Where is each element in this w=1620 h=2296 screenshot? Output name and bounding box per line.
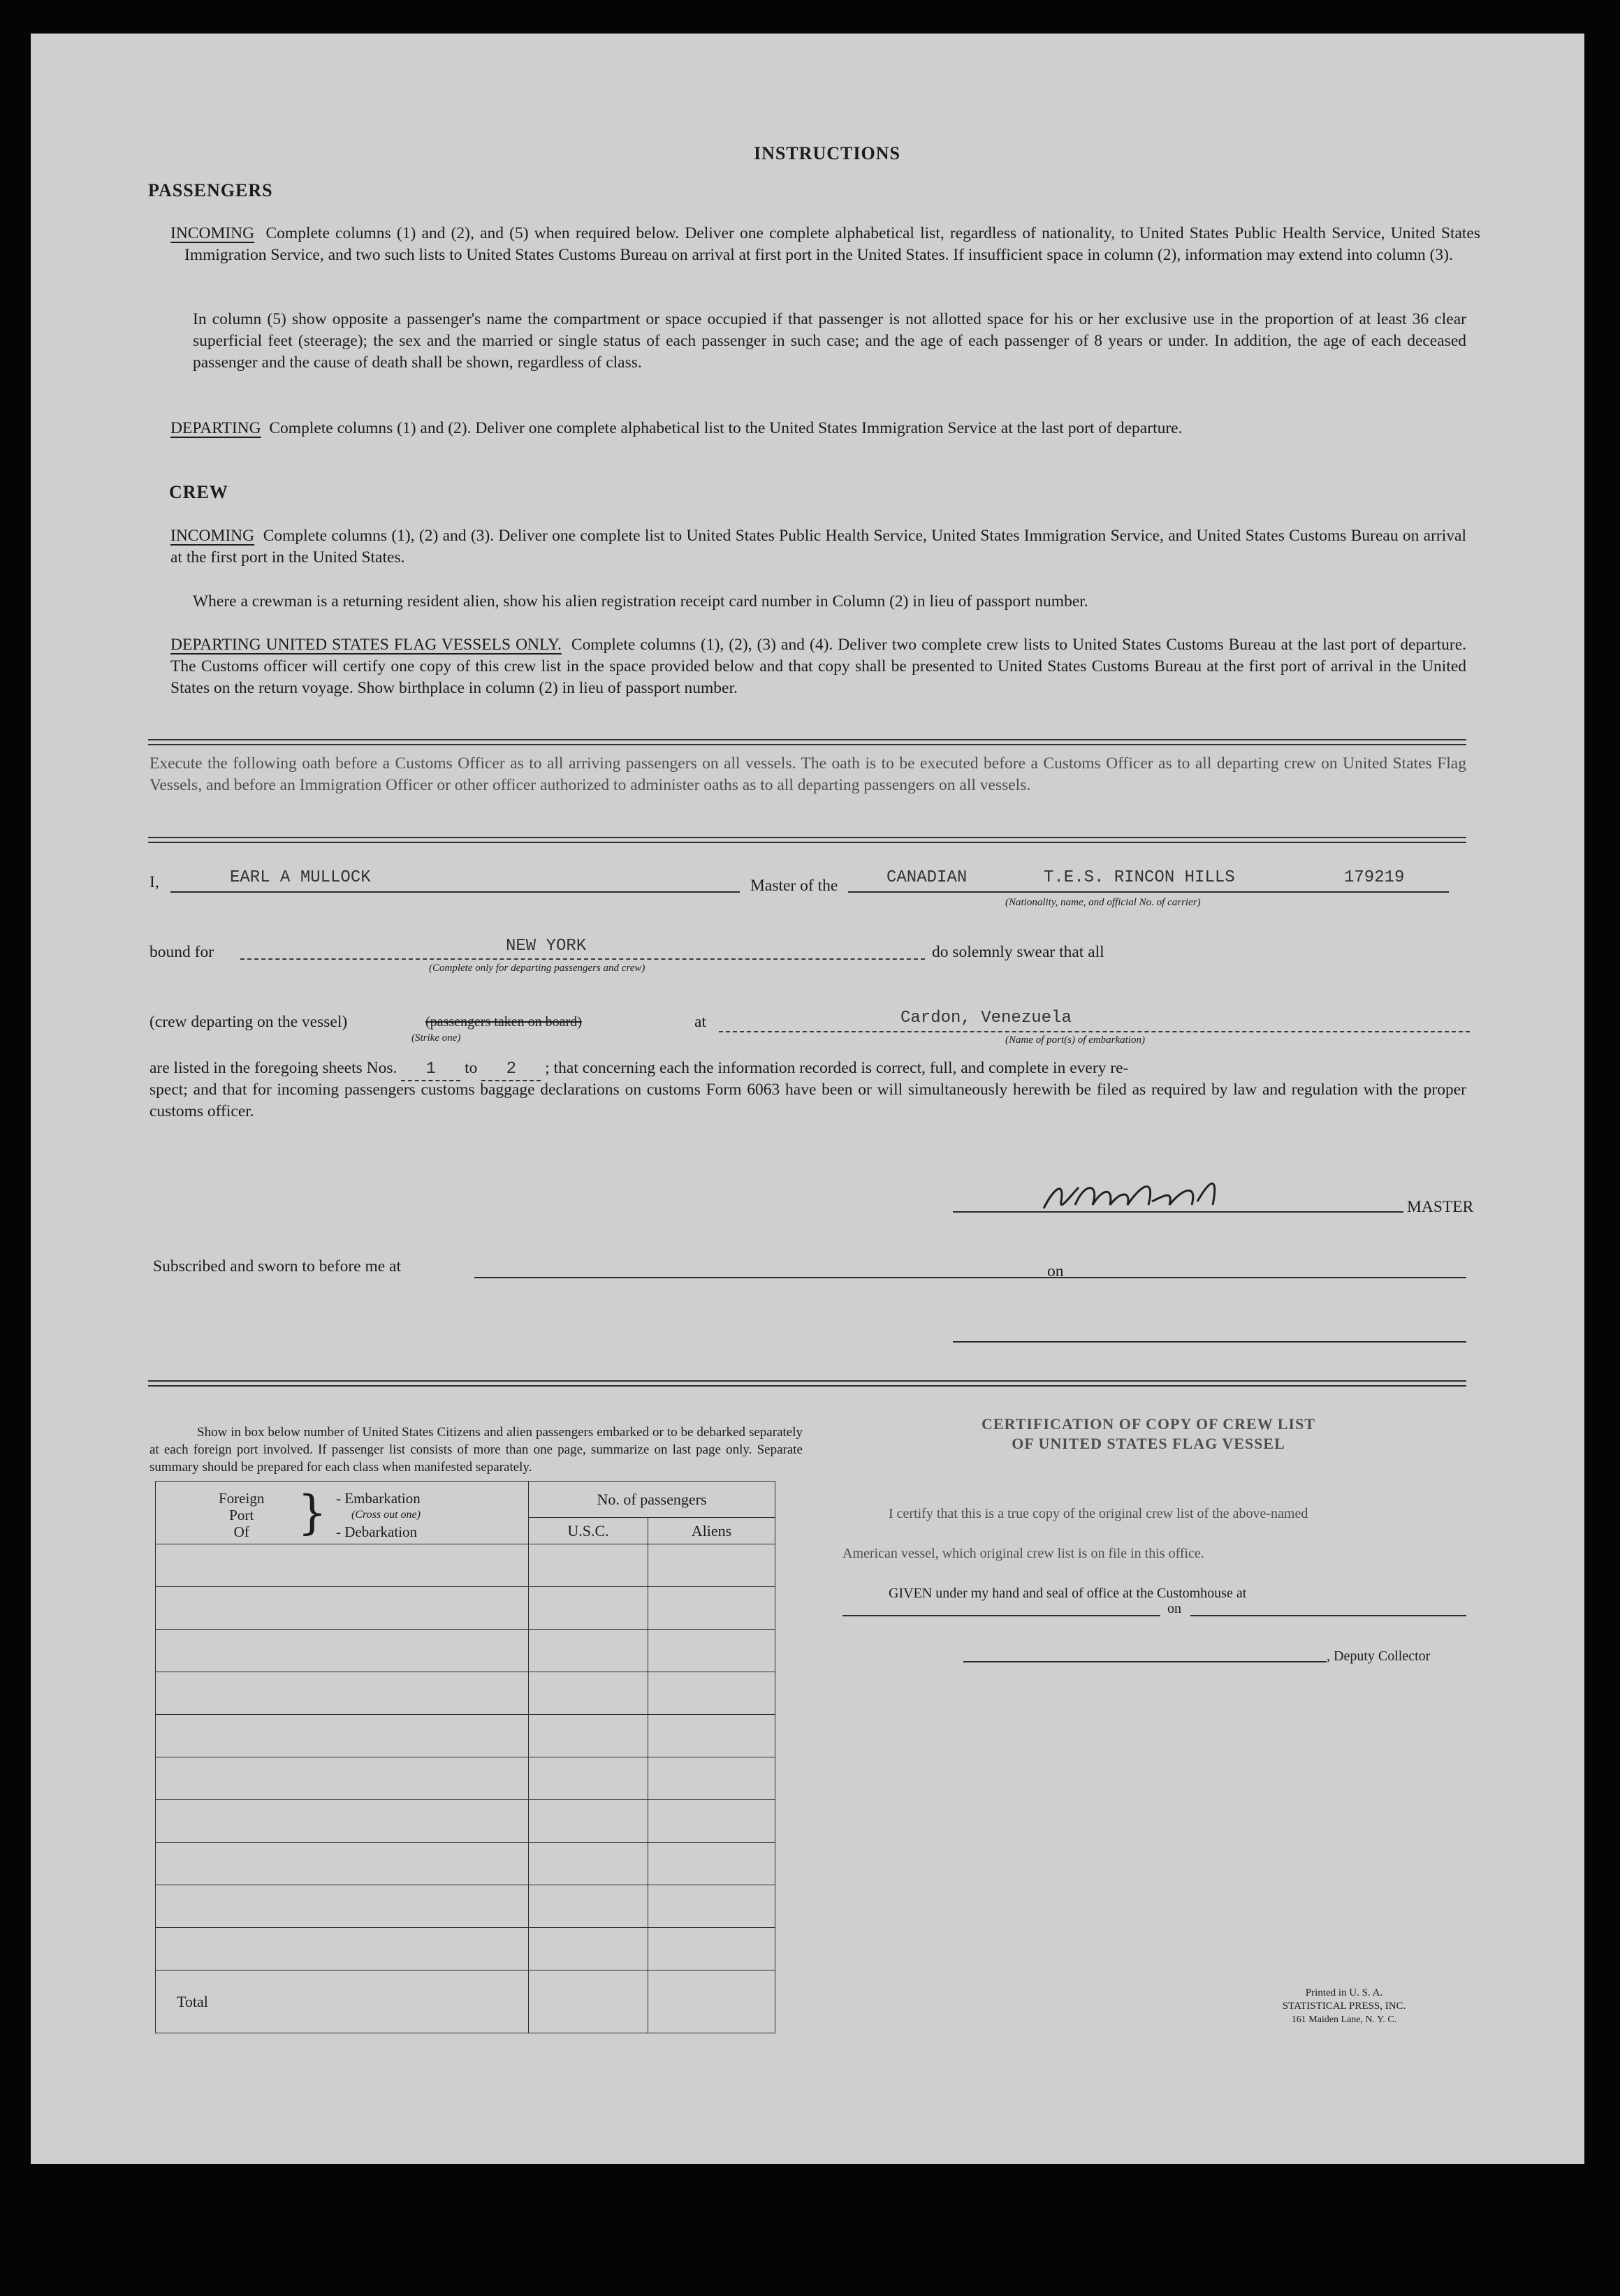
usc-cell[interactable] [529,1800,648,1843]
certification-title-line1: CERTIFICATION OF COPY OF CREW LIST [982,1415,1315,1433]
foreign-label: Foreign [219,1490,265,1507]
master-name-underline [170,891,740,893]
aliens-header: Aliens [648,1518,775,1544]
master-signature [1037,1173,1302,1215]
port-cell[interactable] [156,1885,529,1928]
summary-row [156,1672,775,1715]
brace-symbol: } [298,1486,327,1540]
embarkation-option[interactable]: - Embarkation [336,1490,421,1507]
customhouse-place-line [842,1615,1160,1616]
subscribed-date-line [1072,1277,1466,1278]
subscribed-label: Subscribed and sworn to before me at [153,1257,402,1275]
sheets-text-continued: spect; and that for incoming passengers customs baggage declarations on customs Form 6063 have been or will simultaneously herewith be filed as required by law and regulation with the proper customs officer. [149,1081,1466,1120]
usc-cell[interactable] [529,1928,648,1970]
total-label: Total [156,1970,529,2033]
crew-departing-label: (crew departing on the vessel) [149,1013,348,1031]
port-underline [719,1031,1470,1032]
usc-cell[interactable] [529,1544,648,1587]
port-cell[interactable] [156,1630,529,1672]
cross-out-caption: (Cross out one) [351,1509,421,1521]
summary-row [156,1885,775,1928]
aliens-cell[interactable] [648,1587,775,1630]
at-label: at [694,1013,706,1031]
crew-heading: CREW [169,482,228,502]
crew-departing-paragraph [170,634,1466,699]
section-divider-bottom [148,1380,1466,1387]
aliens-cell[interactable] [648,1885,775,1928]
sheets-label: are listed in the foregoing sheets Nos. [149,1059,397,1077]
summary-row [156,1544,775,1587]
summary-row [156,1587,775,1630]
swear-text: do solemnly swear that all [932,943,1104,961]
of-label: Of [233,1523,249,1540]
subscribed-on-label: on [1047,1262,1064,1280]
no-of-passengers-header: No. of passengers [529,1482,775,1518]
summary-row [156,1630,775,1672]
passengers-incoming-label: INCOMING [170,224,255,242]
sheets-text-end: ; that concerning each the information recorded is correct, full, and complete in every re- [545,1059,1129,1077]
master-name-field[interactable]: EARL A MULLOCK [230,868,371,887]
page-title: INSTRUCTIONS [754,143,900,163]
section-divider-oath [148,837,1466,843]
strike-caption: (Strike one) [411,1032,461,1044]
crew-resident-paragraph: Where a crewman is a returning resident alien, show his alien registration receipt card number in Column (2) in lieu of passport number. [193,592,1088,610]
aliens-cell[interactable] [648,1672,775,1715]
certification-date-line [1190,1615,1466,1616]
summary-row [156,1715,775,1757]
master-label: MASTER [1407,1198,1474,1216]
summary-instructions: Show in box below number of United States Citizens and alien passengers embarked or to be debarked separately at each foreign port involved. If passenger list consists of more than one page, summarize on last page only. Separate summary should be prepared for each class when manifested separately. [149,1425,803,1475]
passengers-departing-paragraph [170,418,1466,439]
subscribed-place-line [474,1277,1075,1278]
destination-field[interactable]: NEW YORK [506,937,587,956]
port-caption: (Name of port(s) of embarkation) [1005,1034,1145,1046]
summary-row [156,1757,775,1800]
official-number-field[interactable]: 179219 [1344,868,1405,887]
usc-cell[interactable] [529,1757,648,1800]
certify-line1: I certify that this is a true copy of the original crew list of the above-named [889,1506,1308,1521]
deputy-collector-line [963,1661,1327,1662]
form-page [31,34,1584,2164]
port-cell[interactable] [156,1928,529,1970]
usc-header: U.S.C. [529,1518,648,1544]
usc-cell[interactable] [529,1672,648,1715]
usc-cell[interactable] [529,1885,648,1928]
passengers-departing-label: DEPARTING [170,419,261,437]
crew-incoming-text: Complete columns (1), (2) and (3). Deliver one complete list to United States Public Health Service, United States Immigration Service, and United States Customs Bureau on arrival at the first port in the United States. [170,527,1467,566]
port-cell[interactable] [156,1800,529,1843]
section-divider-top [148,739,1466,745]
aliens-cell[interactable] [648,1544,775,1587]
summary-total-row [156,1970,775,2033]
departing-caption: (Complete only for departing passengers and crew) [429,963,645,974]
bound-for-label: bound for [149,943,214,961]
aliens-total-cell[interactable] [648,1970,775,2033]
given-text: GIVEN under my hand and seal of office at the Customhouse at [889,1586,1247,1601]
vessel-name-field[interactable]: T.E.S. RINCON HILLS [1044,868,1235,887]
foreign-port-header [156,1482,529,1544]
passengers-incoming-text: Complete columns (1) and (2), and (5) when required below. Deliver one complete alphabetical list, regardless of nationality, to United States Public Health Service, United States Immigration Service, and two such lists to United States Customs Bureau on arrival at first port in the United States. If insufficient space in column (2), information may extend into column (3). [184,224,1481,264]
deputy-collector-label: , Deputy Collector [1327,1648,1431,1664]
usc-cell[interactable] [529,1587,648,1630]
oath-intro: Execute the following oath before a Customs Officer as to all arriving passengers on all vessels. The oath is to be executed before a Customs Officer as to all departing crew on United States Flag Vessels, and before an Immigration Officer or other officer authorized to administer oaths as to all departing passengers on all vessels. [149,754,1466,794]
port-label: Port [229,1507,254,1523]
usc-total-cell[interactable] [529,1970,648,2033]
debarkation-option[interactable]: - Debarkation [336,1523,418,1540]
to-label: to [465,1059,478,1077]
passengers-departing-text: Complete columns (1) and (2). Deliver one complete alphabetical list to the United States Immigration Service at the last port of departure. [269,419,1183,437]
printer-imprint [1239,1987,1449,2026]
usc-cell[interactable] [529,1715,648,1757]
passengers-incoming-paragraph [170,223,1480,266]
passengers-heading: PASSENGERS [148,180,273,200]
aliens-cell[interactable] [648,1757,775,1800]
aliens-cell[interactable] [648,1715,775,1757]
port-cell[interactable] [156,1757,529,1800]
crew-incoming-label: INCOMING [170,527,255,545]
port-cell[interactable] [156,1715,529,1757]
port-cell[interactable] [156,1544,529,1587]
aliens-cell[interactable] [648,1630,775,1672]
passengers-column5-paragraph: In column (5) show opposite a passenger's name the compartment or space occupied if that passenger is not allotted space for his or her exclusive use in the proportion of at least 36 clear superficial feet (steerage); the sex and the married or single status of each passenger in such case; and the age of each passenger of 8 years or under. In addition, the age of each deceased passenger and the cause of death shall be shown, regardless of class. [193,310,1466,372]
summary-row [156,1928,775,1970]
port-cell[interactable] [156,1672,529,1715]
printer-line2: STATISTICAL PRESS, INC. [1282,2001,1406,2012]
certification-on-label: on [1167,1601,1181,1616]
certification-title-line2: OF UNITED STATES FLAG VESSEL [1012,1435,1285,1452]
struck-passengers-text: (passengers taken on board) [425,1014,582,1030]
crew-incoming-paragraph [170,525,1466,569]
officer-signature-line [953,1341,1466,1343]
carrier-caption: (Nationality, name, and official No. of carrier) [1005,897,1201,908]
port-of-embarkation-field[interactable]: Cardon, Venezuela [900,1009,1072,1028]
usc-cell[interactable] [529,1630,648,1672]
sheets-line [149,1058,1466,1081]
master-signature-line [953,1211,1403,1213]
master-of-label: Master of the [750,877,838,895]
sheet-to-field[interactable]: 2 [481,1058,541,1081]
summary-row [156,1800,775,1843]
carrier-underline [848,891,1449,893]
passenger-summary-table [155,1481,775,2033]
aliens-cell[interactable] [648,1843,775,1885]
aliens-cell[interactable] [648,1928,775,1970]
printer-line1: Printed in U. S. A. [1305,1987,1383,1998]
summary-row [156,1843,775,1885]
port-cell[interactable] [156,1843,529,1885]
crew-departing-text: Complete columns (1), (2), (3) and (4). Deliver two complete crew lists to United States Customs Bureau at the last port of departure. The Customs officer will certify one copy of this crew list in the space provided below and that copy shall be presented to United States Customs Bureau at the first port of arrival in the United States on the return voyage. Show birthplace in column (2) in lieu of passport number. [170,636,1467,697]
i-label: I, [149,873,159,891]
usc-cell[interactable] [529,1843,648,1885]
printer-line3: 161 Maiden Lane, N. Y. C. [1291,2015,1397,2025]
destination-underline [240,958,925,960]
certify-line2: American vessel, which original crew list is on file in this office. [842,1546,1204,1561]
sheet-from-field[interactable]: 1 [401,1058,460,1081]
nationality-field[interactable]: CANADIAN [886,868,968,887]
port-cell[interactable] [156,1587,529,1630]
aliens-cell[interactable] [648,1800,775,1843]
crew-departing-label: DEPARTING UNITED STATES FLAG VESSELS ONLY. [170,636,562,654]
